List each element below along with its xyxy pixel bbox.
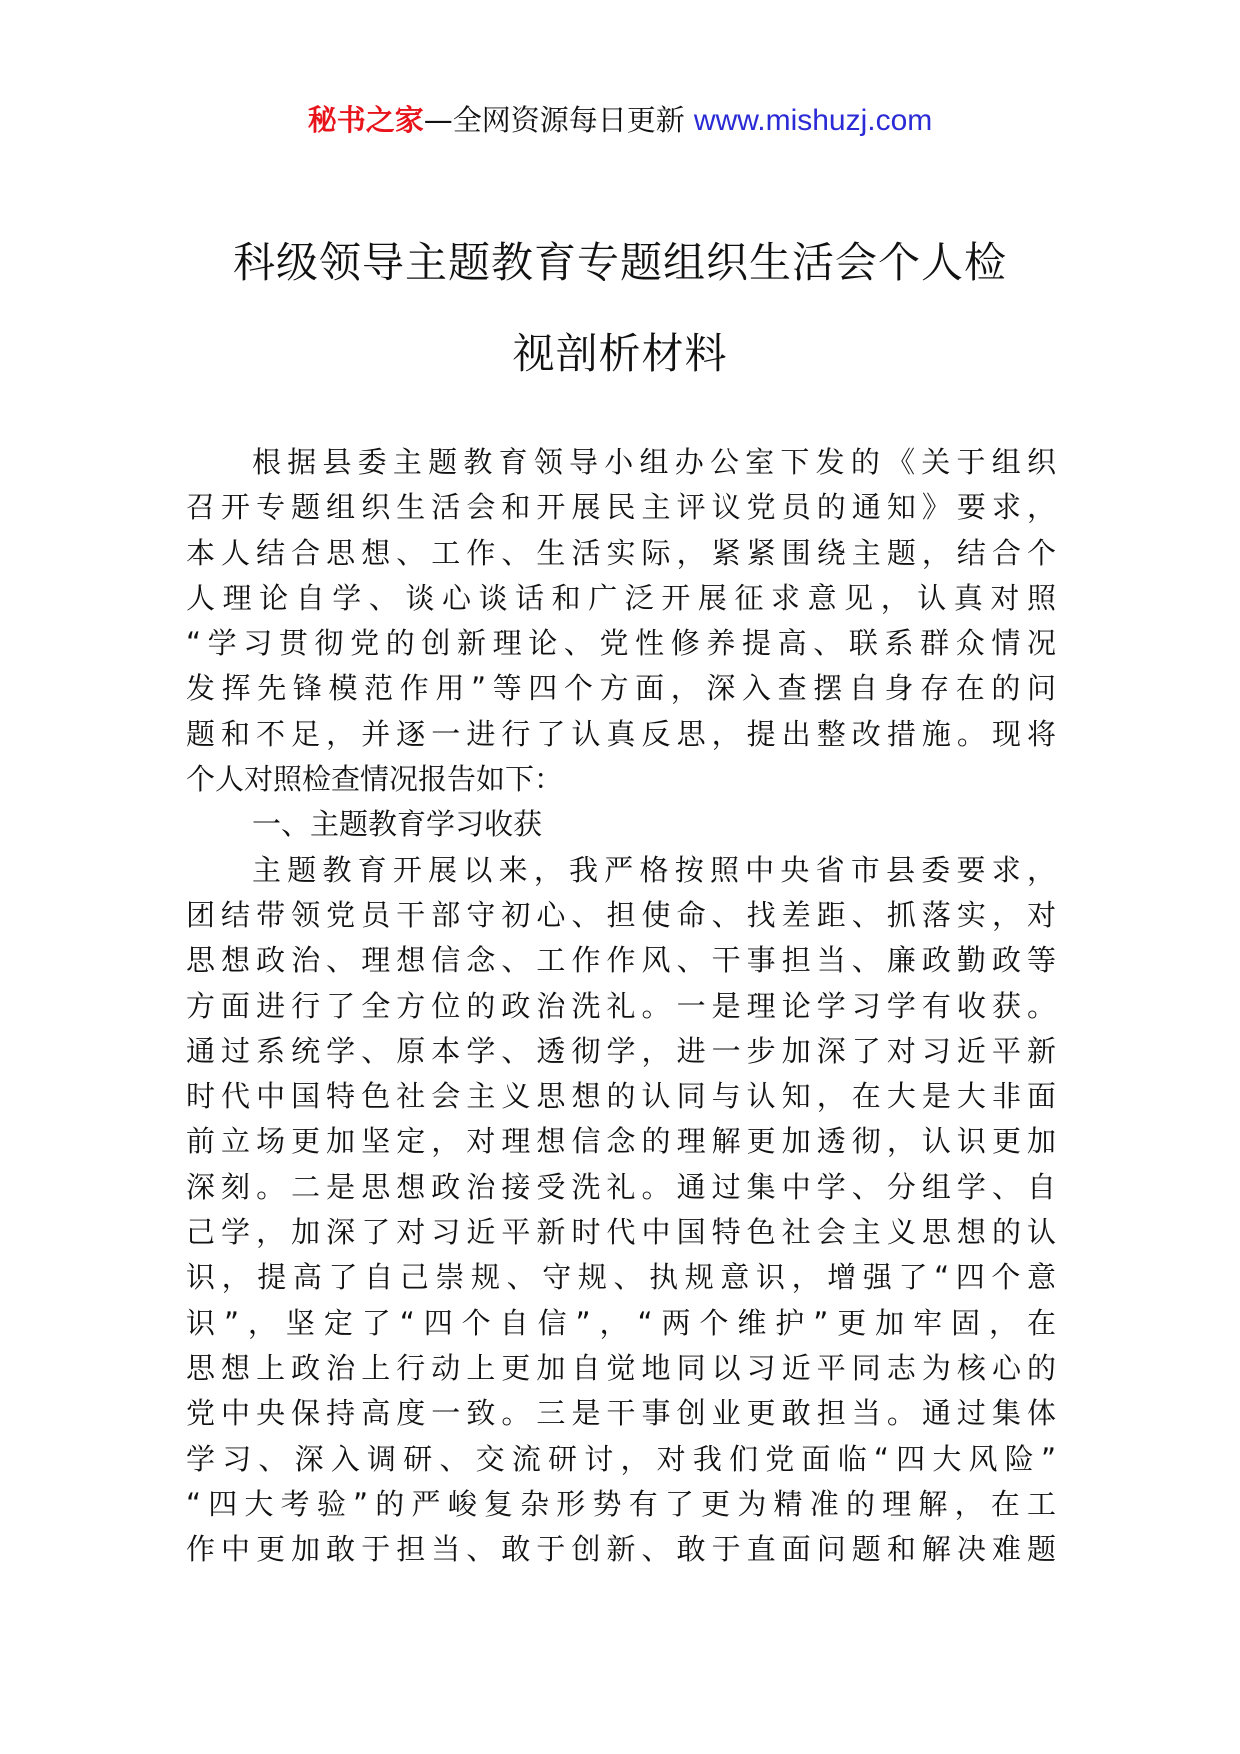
document-body	[186, 440, 1056, 1572]
body-line-14: 通过系统学、原本学、透彻学，进一步加深了对习近平新	[186, 1033, 1056, 1068]
body-line-21: 思想上政治上行动上更加自觉地同以习近平同志为核心的	[186, 1350, 1056, 1385]
body-line-2: 召开专题组织生活会和开展民主评议党员的通知》要求，	[186, 490, 1056, 525]
body-line-13: 方面进行了全方位的政治洗礼。一是理论学习学有收获。	[186, 988, 1056, 1023]
site-tagline: —全网资源每日更新	[423, 103, 694, 137]
body-line-8: 个人对照检查情况报告如下：	[186, 762, 564, 797]
site-url-link[interactable]: www.mishuzj.com	[693, 104, 933, 137]
section-heading-1: 一、主题教育学习收获	[252, 807, 543, 842]
body-line-16: 前立场更加坚定，对理想信念的理解更加透彻，认识更加	[186, 1124, 1056, 1159]
body-line-1: 根据县委主题教育领导小组办公室下发的《关于组织	[252, 445, 1056, 479]
document-title-line-2: 视剖析材料	[512, 329, 728, 378]
body-line-12: 思想政治、理想信念、工作作风、干事担当、廉政勤政等	[186, 943, 1056, 978]
body-line-7: 题和不足，并逐一进行了认真反思，提出整改措施。现将	[186, 716, 1056, 751]
body-line-19: 识，提高了自己崇规、守规、执规意识，增强了“四个意	[186, 1260, 1056, 1295]
body-line-17: 深刻。二是思想政治接受洗礼。通过集中学、分组学、自	[186, 1169, 1056, 1204]
body-line-15: 时代中国特色社会主义思想的认同与认知，在大是大非面	[186, 1079, 1056, 1114]
body-line-18: 己学，加深了对习近平新时代中国特色社会主义思想的认	[186, 1215, 1056, 1250]
document-title-line-1: 科级领导主题教育专题组织生活会个人检	[232, 238, 1007, 287]
body-line-25: 作中更加敢于担当、敢于创新、敢于直面问题和解决难题	[186, 1532, 1056, 1567]
body-line-20: 识”，坚定了“四个自信”，“两个维护”更加牢固，在	[186, 1305, 1056, 1340]
body-line-4: 人理论自学、谈心谈话和广泛开展征求意见，认真对照	[186, 580, 1056, 615]
body-line-6: 发挥先锋模范作用”等四个方面，深入查摆自身存在的问	[186, 671, 1056, 706]
body-line-3: 本人结合思想、工作、生活实际，紧紧围绕主题，结合个	[186, 535, 1056, 570]
site-brand: 秘书之家	[307, 103, 424, 137]
body-line-22: 党中央保持高度一致。三是干事创业更敢担当。通过集体	[186, 1396, 1056, 1431]
body-line-5: “学习贯彻党的创新理论、党性修养提高、联系群众情况	[186, 626, 1056, 661]
site-header	[0, 100, 1240, 141]
body-line-10: 主题教育开展以来，我严格按照中央省市县委要求，	[252, 852, 1056, 887]
body-line-24: “四大考验”的严峻复杂形势有了更为精准的理解，在工	[186, 1486, 1056, 1521]
body-line-11: 团结带领党员干部守初心、担使命、找差距、抓落实，对	[186, 897, 1056, 932]
body-line-23: 学习、深入调研、交流研讨，对我们党面临“四大风险”	[186, 1441, 1056, 1476]
